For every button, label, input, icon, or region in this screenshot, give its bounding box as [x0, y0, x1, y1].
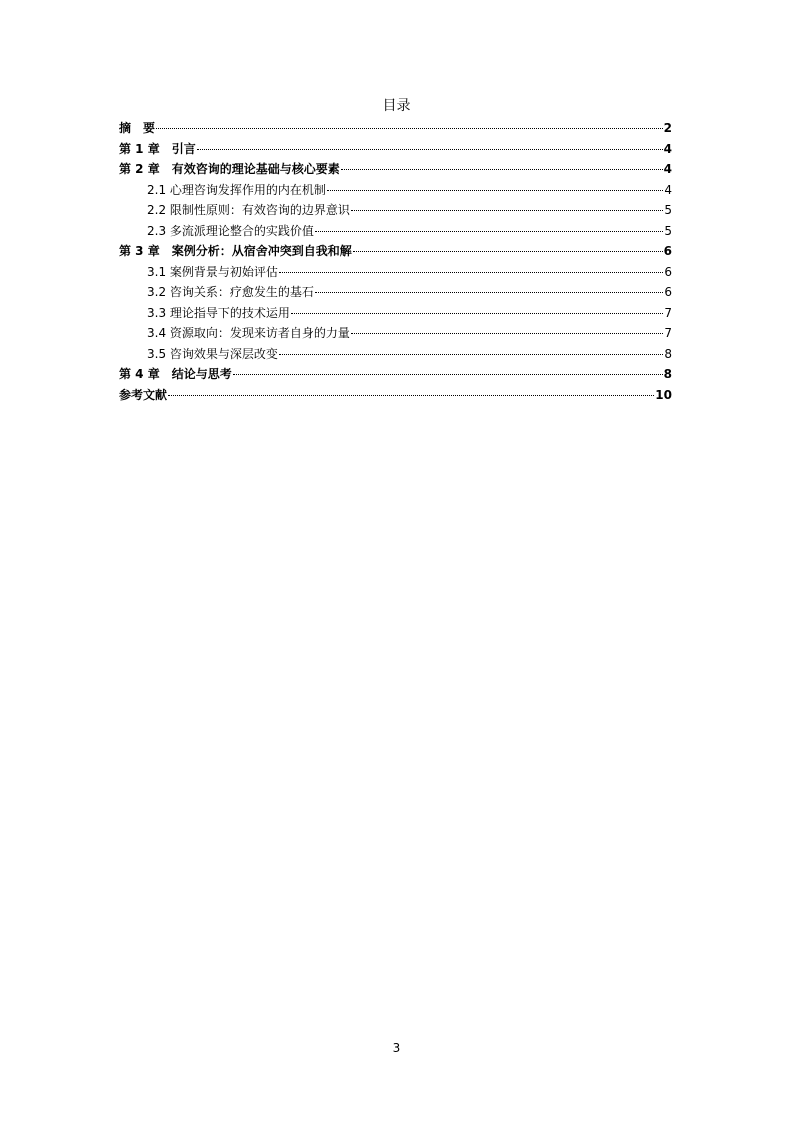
toc-entry-page: 5	[664, 223, 672, 238]
toc-entry-label: 3.2 咨询关系：疗愈发生的基石	[147, 285, 314, 299]
toc-entry-label: 2.2 限制性原则：有效咨询的边界意识	[147, 203, 350, 217]
toc-entry-label: 第 3 章 案例分析：从宿舍冲突到自我和解	[119, 244, 352, 258]
toc-entry-label: 第 2 章 有效咨询的理论基础与核心要素	[119, 162, 340, 176]
toc-entry-section-3-3[interactable]	[119, 303, 672, 324]
dot-leader	[168, 395, 654, 396]
dot-leader	[315, 292, 663, 293]
toc-entry-abstract[interactable]	[119, 118, 672, 139]
toc-entry-label: 摘 要	[119, 121, 156, 135]
toc-entry-section-3-2[interactable]	[119, 282, 672, 303]
toc-entry-page: 4	[663, 162, 672, 176]
dot-leader	[351, 333, 663, 334]
toc-entry-chapter-2[interactable]	[119, 159, 672, 180]
toc-entry-page: 8	[663, 367, 672, 381]
toc-entry-page: 10	[655, 387, 672, 402]
dot-leader	[315, 231, 663, 232]
toc-entry-chapter-3[interactable]	[119, 241, 672, 262]
dot-leader	[279, 354, 663, 355]
toc-entry-label: 3.4 资源取向：发现来访者自身的力量	[147, 326, 350, 340]
toc-entry-label: 第 4 章 结论与思考	[119, 367, 232, 381]
toc-entry-label: 第 1 章 引言	[119, 141, 196, 156]
toc-entry-page: 8	[664, 346, 672, 361]
dot-leader	[291, 313, 663, 314]
toc-entry-page: 4	[663, 141, 672, 156]
toc-entry-page: 5	[664, 203, 672, 217]
toc-entry-section-2-1[interactable]	[119, 180, 672, 201]
dot-leader	[156, 128, 663, 129]
dot-leader	[353, 251, 663, 252]
dot-leader	[327, 190, 663, 191]
toc-entry-references[interactable]	[119, 385, 672, 406]
toc-entry-label: 参考文献	[119, 387, 168, 402]
toc-entry-label: 2.1 心理咨询发挥作用的内在机制	[147, 182, 326, 197]
toc-entry-page: 2	[663, 121, 672, 135]
table-of-contents	[119, 118, 672, 405]
toc-entry-chapter-4[interactable]	[119, 364, 672, 385]
toc-entry-page: 6	[664, 264, 672, 279]
toc-entry-label: 2.3 多流派理论整合的实践价值	[147, 223, 314, 238]
page-number: 3	[392, 1041, 401, 1055]
toc-entry-section-3-4[interactable]	[119, 323, 672, 344]
toc-entry-section-2-2[interactable]	[119, 200, 672, 221]
toc-entry-label: 3.3 理论指导下的技术运用	[147, 305, 290, 320]
dot-leader	[351, 210, 663, 211]
toc-entry-page: 6	[664, 285, 672, 299]
toc-entry-page: 6	[663, 244, 672, 258]
toc-entry-page: 7	[664, 305, 672, 320]
toc-title: 目录	[382, 98, 411, 114]
dot-leader	[341, 169, 663, 170]
toc-entry-chapter-1[interactable]	[119, 139, 672, 160]
toc-entry-label: 3.1 案例背景与初始评估	[147, 264, 278, 279]
dot-leader	[233, 374, 663, 375]
toc-entry-section-2-3[interactable]	[119, 221, 672, 242]
toc-entry-page: 4	[664, 182, 672, 197]
toc-entry-page: 7	[664, 326, 672, 340]
toc-entry-label: 3.5 咨询效果与深层改变	[147, 346, 278, 361]
dot-leader	[279, 272, 663, 273]
toc-entry-section-3-1[interactable]	[119, 262, 672, 283]
dot-leader	[197, 149, 663, 150]
toc-entry-section-3-5[interactable]	[119, 344, 672, 365]
